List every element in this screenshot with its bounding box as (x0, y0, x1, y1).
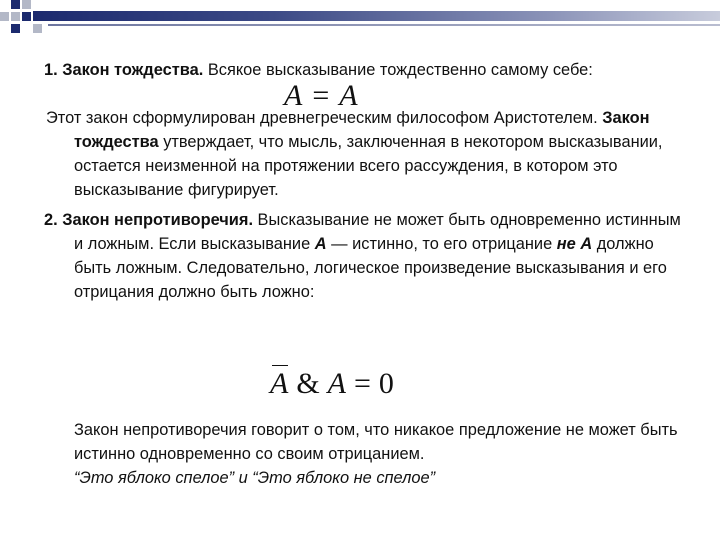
law2-text-a: Высказывание не может быть одновременно истинным и ложным. Если высказывание (74, 211, 681, 253)
law2-text-b: — истинно, то его отрицание (326, 235, 557, 253)
formula-right: A (339, 79, 358, 112)
law1-paragraph (44, 106, 684, 202)
identity-formula (284, 80, 358, 112)
law2-closing-text: Закон непротиворечия говорит о том, что никакое предложение не может быть истинно одновременно со своим отрицанием. (74, 421, 678, 463)
law2-closing (74, 418, 684, 490)
formula-left: A (284, 79, 303, 112)
law2-statement (44, 208, 684, 304)
law2-example: “Это яблоко спелое” и “Это яблоко не спелое” (74, 469, 436, 487)
formula-eq: = (354, 367, 371, 400)
slide-header-decoration (0, 0, 720, 48)
noncontradiction-formula (270, 368, 394, 400)
decor-square (11, 12, 20, 21)
decor-square (22, 0, 31, 9)
law1-statement (44, 58, 684, 82)
law1-para-bold: Закон тождества (74, 109, 650, 151)
slide-body (44, 58, 684, 304)
decor-square (33, 24, 42, 33)
law1-para-start: Этот закон сформулирован древнегреческим философом Аристотелем. (46, 109, 603, 127)
formula-op: = (312, 79, 330, 112)
law2-var-a: A (314, 235, 327, 253)
law2-title: 2. Закон непротиворечия. (44, 211, 253, 229)
decor-square (0, 12, 9, 21)
formula-and: & (296, 367, 320, 400)
header-gradient-bar (33, 11, 720, 21)
law1-title: 1. Закон тождества. (44, 61, 204, 79)
decor-square (11, 24, 20, 33)
formula-negated-a: A (270, 367, 289, 400)
decor-square (22, 12, 31, 21)
formula-zero: 0 (378, 367, 394, 400)
law2-text-c: должно быть ложным. Следовательно, логическое произведение высказывания и его отрицания должно быть ложно: (74, 235, 667, 301)
formula-a: A (327, 367, 346, 400)
decor-square (11, 0, 20, 9)
law1-para-end: утверждает, что мысль, заключенная в некотором высказывании, остается неизменной на протяжении всего рассуждения, в котором это высказывание фигурирует. (74, 133, 663, 199)
law2-neg-a: не A (556, 235, 593, 253)
law1-text: Всякое высказывание тождественно самому себе: (203, 61, 593, 79)
header-thin-line (48, 24, 720, 26)
